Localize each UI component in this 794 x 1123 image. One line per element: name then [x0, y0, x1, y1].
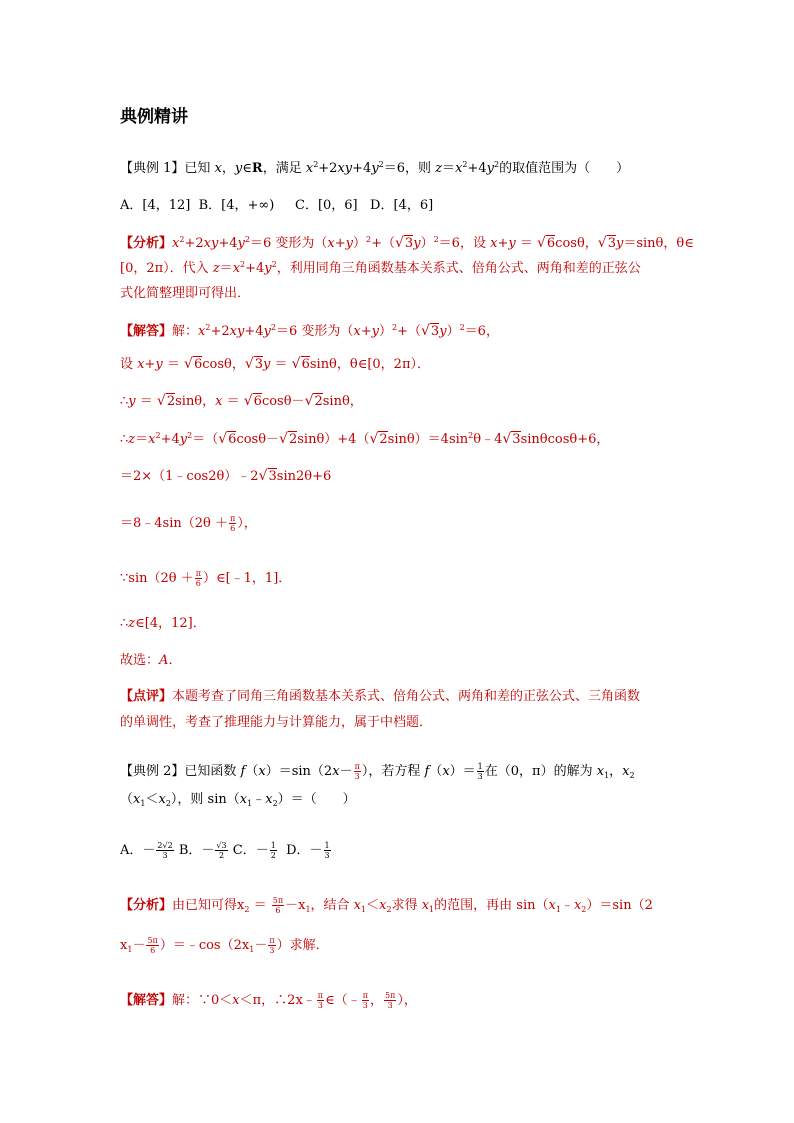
option-b: B．: [178, 843, 202, 858]
example-1-label: 【典例 1】: [120, 161, 185, 176]
solution-1-line-1: 【解答】解：$x^2+2xy+4y^2=6$ 变形为$(x+y)^2+(√3y)^2=6$，: [120, 323, 499, 339]
solution-1-line-9: 故选：A．: [120, 653, 182, 668]
section-title: 典例精讲: [120, 107, 188, 127]
solution-2-label: 【解答】: [120, 993, 173, 1008]
comment-1-label: 【点评】: [120, 689, 173, 704]
solution-1-line-8: ∴z∈[4，12]．: [120, 616, 206, 631]
option-a: A．: [120, 843, 143, 858]
solution-1-line-7: ∵sin（2θ ＋ $\frac{\pi}{6}$ ）∈[﹣1，1]．: [120, 569, 292, 588]
example-1-options: [120, 197, 433, 215]
solution-1-line-5: ＝2×（1﹣cos2θ）﹣2√3sin2θ+6: [120, 468, 332, 484]
option-c: C．[0，6]: [295, 198, 358, 213]
analysis-2-line-2: $x_1-$ $\frac{5\pi}{6}$ ）$=﹣\cos(2x_1-$ $\frac{\pi}{3}$ ）求解．: [120, 936, 329, 955]
solution-2-line-1: 【解答】解：∵0＜x＜π，∴2x﹣ $\frac{\pi}{3}$ ∈（﹣ $\frac{\pi}{3}$ ， $\frac{5\pi}{3}$ ），: [120, 991, 417, 1010]
example-2-question-line-1: 【典例 2】已知函数 f（x）＝sin（2x－ $\frac{\pi}{3}$ ），若方程 f（x）＝ $\frac{1}{3}$ 在（0，π）的解为 $x_1$，$x_2$: [120, 762, 635, 781]
solution-1-line-3: ∴y ＝ √2sinθ，x ＝ √6cosθ－√2sinθ，: [120, 393, 363, 409]
analysis-2-line-1: 【分析】由已知可得$x_2$ ＝ $\frac{5\pi}{6}$ $-x_1$，结合 $x_1<x_2$求得 $x_1$的范围，再由 $\sin(x_1﹣x_2)=\sin(2$: [120, 896, 653, 915]
solution-1-line-6: ＝8﹣4sin（2θ ＋ $\frac{\pi}{6}$ ），: [120, 514, 257, 533]
example-2-options: A．－ $\frac{2√2}{3}$ B．－ $\frac{√3}{2}$ C．－ $\frac{1}{2}$ D．－ $\frac{1}{3}$: [120, 841, 330, 860]
analysis-2-label: 【分析】: [120, 898, 173, 913]
solution-1-label: 【解答】: [120, 324, 173, 339]
analysis-1-line-2: [0，2π）．代入 $z=x^2+4y^2$，利用同角三角函数基本关系式、倍角公式、两角和差的正弦公: [120, 260, 641, 276]
example-2-label: 【典例 2】: [120, 764, 185, 779]
comment-1-line-1: 【点评】本题考查了同角三角函数基本关系式、倍角公式、两角和差的正弦公式、三角函数: [120, 689, 641, 704]
solution-1-line-2: 设 x+y ＝ √6cosθ，√3y ＝ √6sinθ，θ∈[0，2π）．: [120, 356, 431, 372]
option-a: A．[4，12]: [120, 198, 191, 213]
analysis-1-label: 【分析】: [120, 236, 173, 251]
option-b: B．[4，+∞): [198, 198, 275, 213]
option-c: C．: [232, 843, 256, 858]
solution-1-line-4: $\therefore z=x^2+4y^2=(√6\cos\theta-√2\sin\theta)+4(√2\sin\theta)=4\sin^2\theta﹣4√3\sin\theta\cos\theta+6$，: [120, 431, 610, 447]
example-1-question: 【典例 1】已知 x，y∈R，满足 $x^2+2xy+4y^2=6$，则 $z=x^2+4y^2$的取值范围为（ ）: [120, 160, 630, 176]
example-2-question-line-2: $(x_1<x_2)$，则 $\sin(x_1﹣x_2)=$（ ）: [120, 792, 356, 808]
option-d: D．: [286, 843, 310, 858]
analysis-1-line-3: 式化简整理即可得出．: [120, 286, 251, 301]
option-d: D．[4，6]: [370, 198, 434, 213]
comment-1-line-2: 的单调性，考查了推理能力与计算能力，属于中档题．: [120, 715, 433, 730]
analysis-1-line-1: 【分析】$x^2+2xy+4y^2=6$ 变形为$(x+y)^2+(√3y)^2=6$，设 x+y ＝ √6cosθ，√3y＝sinθ，θ∈: [120, 235, 694, 251]
